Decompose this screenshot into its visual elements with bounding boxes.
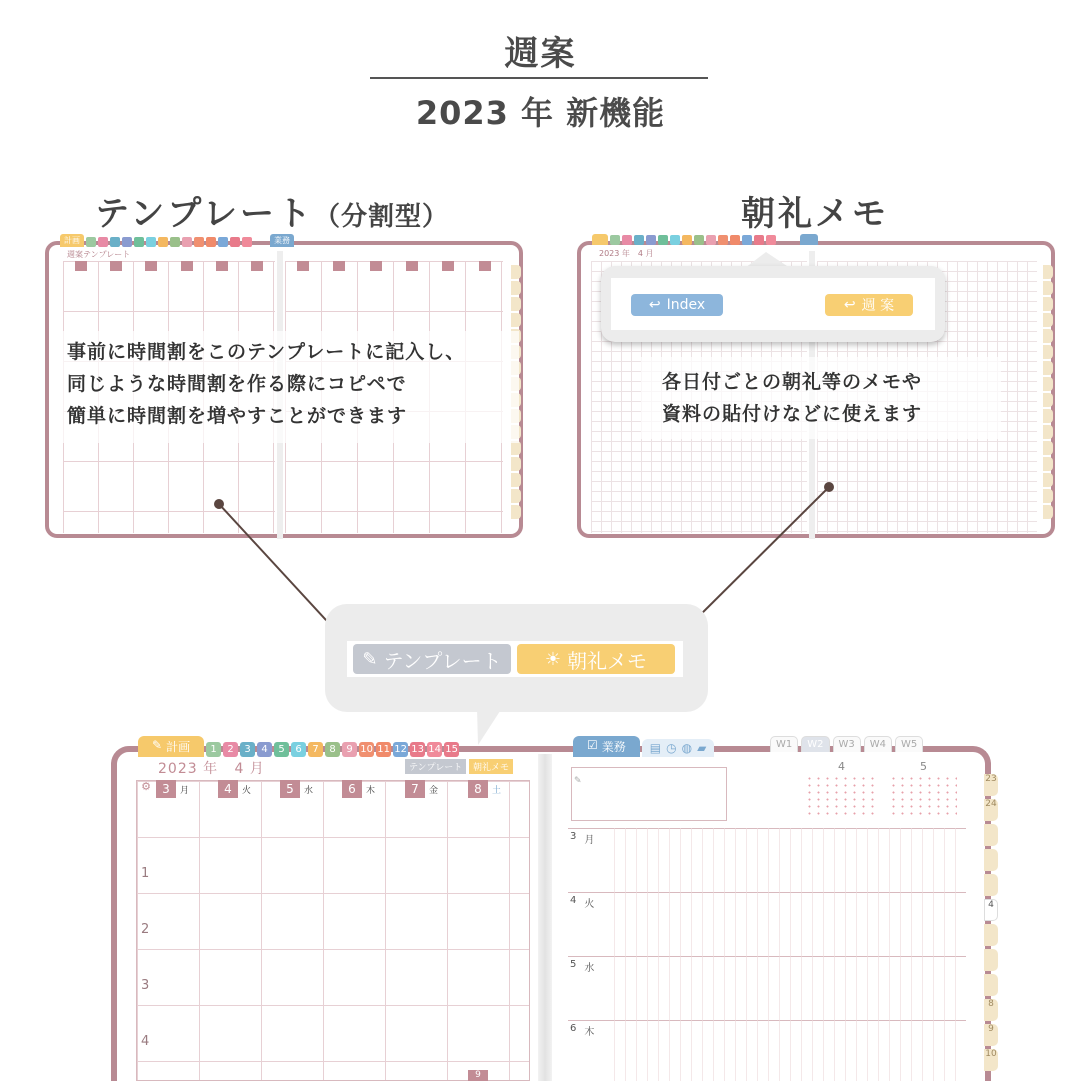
weekly-plan-button[interactable] xyxy=(825,294,913,316)
morning-chip[interactable]: 朝礼メモ xyxy=(469,759,513,774)
number-tab-11[interactable]: 11 xyxy=(377,744,390,755)
morning-work-tab[interactable] xyxy=(800,234,818,245)
morning-year-month: 2023 年 4 月 xyxy=(599,249,654,258)
number-tab-1[interactable]: 1 xyxy=(206,742,221,757)
planner-month: 4 月 xyxy=(234,761,265,777)
template-work-tab[interactable]: 業務 xyxy=(270,234,294,247)
navigation-callout xyxy=(601,266,945,342)
template-desc-line-3: 簡単に時間割を増やすことができます xyxy=(67,405,408,427)
week-tab-w1[interactable]: W1 xyxy=(770,736,798,752)
number-tab-13[interactable]: 13 xyxy=(411,744,424,755)
navigation-callout-inner xyxy=(611,278,935,330)
template-plan-tab[interactable]: 計画 xyxy=(60,234,84,247)
document-icon[interactable]: ▤ xyxy=(649,741,662,755)
return-arrow-icon: ↩ xyxy=(843,297,856,313)
number-tab-5[interactable]: 5 xyxy=(274,742,289,757)
number-tab-3[interactable]: 3 xyxy=(240,742,255,757)
day-header-6: 6 木 xyxy=(342,780,375,798)
week-tabs xyxy=(770,736,923,752)
mini-calendar-april-title: 4 xyxy=(838,760,845,773)
template-header-blocks-right xyxy=(285,261,503,273)
sunrise-icon: ☀ xyxy=(544,648,562,670)
number-tab-12[interactable]: 12 xyxy=(394,744,407,755)
right-day-row-4[interactable]: 4 火 xyxy=(568,892,966,954)
planner-year-month xyxy=(158,758,265,778)
timetable-grid xyxy=(136,780,530,1081)
number-tab-6[interactable]: 6 xyxy=(291,742,306,757)
template-section-title xyxy=(95,186,449,235)
toggle-bubble xyxy=(325,604,708,712)
side-tab-23[interactable]: 23 xyxy=(984,774,998,796)
notepad-pen-icon: ✎ xyxy=(362,648,378,670)
folder-icon[interactable]: ▰ xyxy=(697,741,707,755)
title-divider xyxy=(370,77,708,79)
number-tab-9[interactable]: 9 xyxy=(342,742,357,757)
hour-timeline-grid xyxy=(614,828,964,1081)
week-tab-w3[interactable]: W3 xyxy=(833,736,861,752)
morning-top-tabs xyxy=(592,234,818,245)
weekly-plan-button-label: 週 案 xyxy=(861,298,895,314)
number-tab-8[interactable]: 8 xyxy=(325,742,340,757)
template-top-tabs xyxy=(60,234,294,247)
calendar-pen-icon: ✎ xyxy=(152,738,163,752)
day-header-8: 8 土 xyxy=(468,780,501,798)
template-description xyxy=(67,336,465,432)
period-label-1: 1 xyxy=(141,866,150,881)
work-tab-label: 業務 xyxy=(601,740,626,754)
number-tab-2[interactable]: 2 xyxy=(223,742,238,757)
work-tab[interactable] xyxy=(573,736,640,757)
chat-icon[interactable]: ◍ xyxy=(681,741,693,755)
number-tab-7[interactable]: 7 xyxy=(308,742,323,757)
side-tab-10[interactable]: 10 xyxy=(984,1049,998,1071)
work-subtabs xyxy=(642,739,715,757)
morning-plan-tab[interactable] xyxy=(592,234,608,245)
template-toggle-label: テンプレート xyxy=(383,648,502,673)
period-label-3: 3 xyxy=(141,978,150,993)
clock-icon[interactable]: ◷ xyxy=(666,741,677,755)
plan-tab-label: 計画 xyxy=(166,740,191,754)
work-tabs xyxy=(573,736,714,757)
morning-desc-line-1: 各日付ごとの朝礼等のメモや xyxy=(662,371,923,393)
period-label-2: 2 xyxy=(141,922,150,937)
page-title: 週案 xyxy=(504,34,577,74)
week-tab-w5[interactable]: W5 xyxy=(895,736,923,752)
right-day-row-6[interactable]: 6 木 xyxy=(568,1020,966,1081)
return-arrow-icon: ↩ xyxy=(648,297,661,313)
day-header-7: 7 金 xyxy=(405,780,438,798)
period-label-4: 4 xyxy=(141,1034,150,1049)
day-header-4: 4 火 xyxy=(218,780,251,798)
side-tab-9[interactable]: 9 xyxy=(984,1024,998,1046)
number-tab-4[interactable]: 4 xyxy=(257,742,272,757)
number-tab-14[interactable]: 14 xyxy=(428,744,441,755)
week-tab-w4[interactable]: W4 xyxy=(864,736,892,752)
month-side-tabs xyxy=(984,774,998,1071)
week-tab-w2[interactable]: W2 xyxy=(801,736,829,752)
template-page-label: 週案テンプレート xyxy=(67,250,131,259)
side-tab-8[interactable]: 8 xyxy=(984,999,998,1021)
settings-gear-icon[interactable]: ⚙ xyxy=(141,780,151,793)
mini-calendar-may-title: 5 xyxy=(920,760,927,773)
planner-top-tabs xyxy=(138,736,459,757)
checkbox-icon: ☑ xyxy=(587,738,598,752)
mini-calendar-may xyxy=(889,775,957,815)
planner-year: 2023 年 xyxy=(158,761,219,777)
mini-calendar-april xyxy=(805,775,877,815)
memo-edit-icon: ✎ xyxy=(574,776,582,786)
template-title-paren: （分割型） xyxy=(313,202,449,232)
plan-tab[interactable] xyxy=(138,736,204,757)
page-subtitle: 2023 年 新機能 xyxy=(415,94,666,132)
planner-spine xyxy=(538,754,552,1081)
next-day-marker: 9 xyxy=(468,1070,488,1081)
template-toggle-button[interactable] xyxy=(353,644,511,674)
morning-description xyxy=(662,366,922,430)
template-title-text: テンプレート xyxy=(95,194,314,234)
index-button[interactable] xyxy=(631,294,723,316)
side-tab-24[interactable]: 24 xyxy=(984,799,998,821)
number-tab-10[interactable]: 10 xyxy=(360,744,373,755)
morning-desc-line-2: 資料の貼付けなどに使えます xyxy=(662,403,923,425)
template-desc-line-1: 事前に時間割をこのテンプレートに記入し、 xyxy=(67,341,466,363)
day-header-3: 3 月 xyxy=(156,780,189,798)
template-header-blocks xyxy=(63,261,275,273)
morning-side-tabs xyxy=(1043,265,1053,519)
number-tab-15[interactable]: 15 xyxy=(445,744,458,755)
right-day-row-5[interactable]: 5 水 xyxy=(568,956,966,1018)
side-tab-current[interactable]: 4 xyxy=(984,899,998,921)
memo-box[interactable] xyxy=(571,767,727,821)
index-button-label: Index xyxy=(666,297,706,313)
template-desc-line-2: 同じような時間割を作る際にコピペで xyxy=(67,373,407,395)
morning-toggle-label: 朝礼メモ xyxy=(567,648,648,673)
day-header-5: 5 水 xyxy=(280,780,313,798)
morning-toggle-button[interactable] xyxy=(517,644,675,674)
right-day-row-3[interactable]: 3 月 xyxy=(568,828,966,890)
morning-section-title: 朝礼メモ xyxy=(741,194,889,234)
template-chip[interactable]: テンプレート xyxy=(405,759,466,774)
